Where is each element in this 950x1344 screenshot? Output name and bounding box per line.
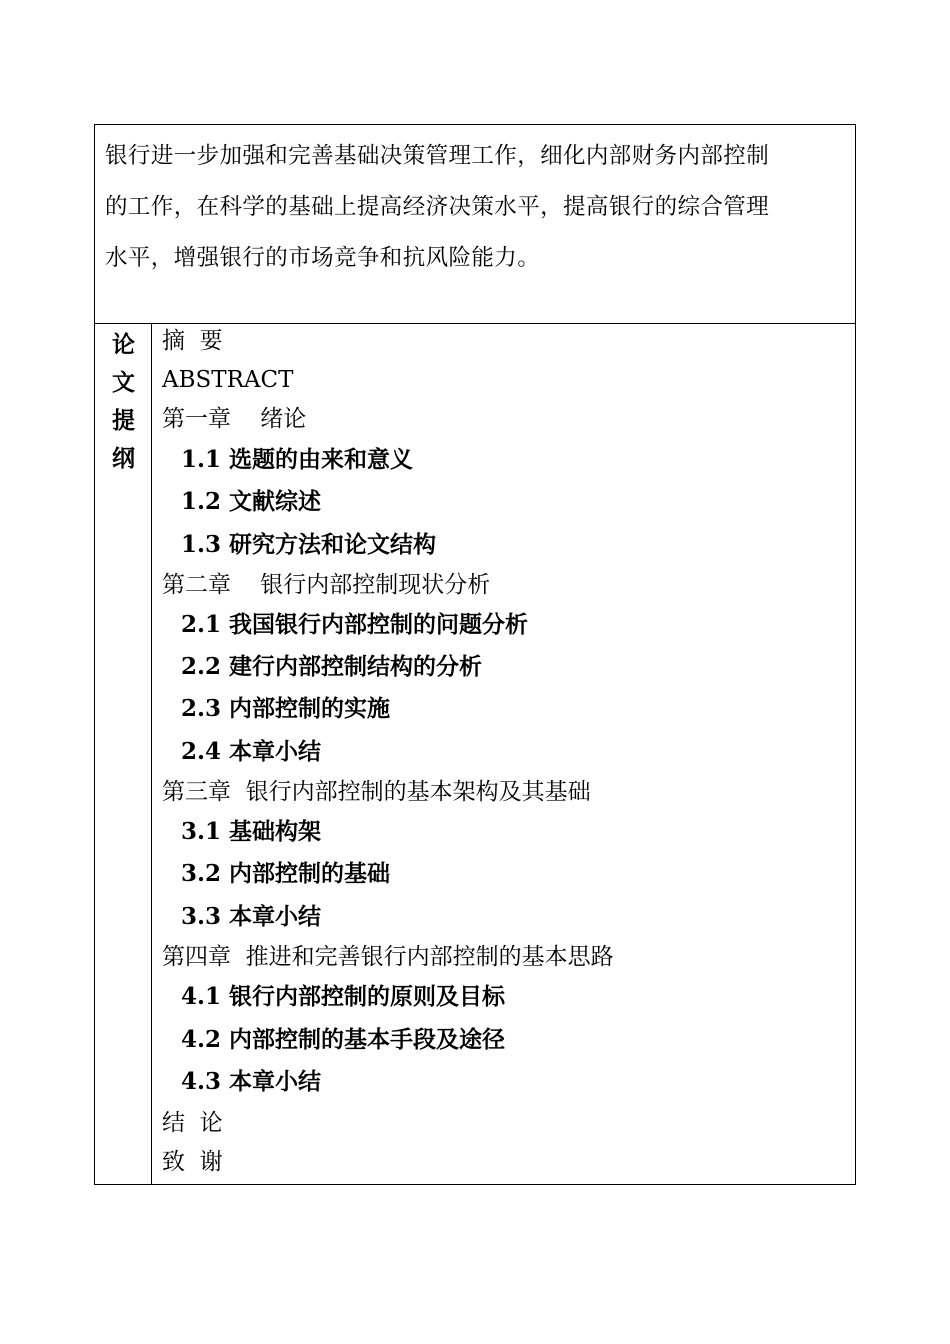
outline-heading: 结 论 — [162, 1110, 223, 1136]
intro-line: 的工作，在科学的基础上提高经济决策水平，提高银行的综合管理 — [105, 194, 770, 220]
outline-section: 4.1 银行内部控制的原则及目标 — [181, 983, 506, 1010]
outline-chapter: 第二章 银行内部控制现状分析 — [162, 572, 491, 598]
outline-section: 3.2 内部控制的基础 — [181, 860, 391, 887]
outline-heading: 摘 要 — [162, 328, 223, 354]
outline-section: 2.3 内部控制的实施 — [181, 695, 391, 722]
outline-section: 2.2 建行内部控制结构的分析 — [181, 653, 483, 680]
outline-section: 2.4 本章小结 — [181, 738, 322, 765]
label-char: 文 — [112, 369, 135, 396]
label-char: 论 — [112, 331, 135, 358]
outline-heading: ABSTRACT — [162, 367, 294, 393]
outline-section: 3.3 本章小结 — [181, 903, 322, 930]
outline-section: 3.1 基础构架 — [181, 818, 322, 845]
intro-cell — [95, 125, 855, 324]
label-char: 纲 — [112, 445, 135, 472]
intro-paragraph — [105, 131, 850, 284]
outline-section: 4.3 本章小结 — [181, 1068, 322, 1095]
intro-line: 水平，增强银行的市场竞争和抗风险能力。 — [105, 245, 541, 271]
intro-line: 银行进一步加强和完善基础决策管理工作，细化内部财务内部控制 — [105, 143, 770, 169]
outline-chapter: 第三章 银行内部控制的基本架构及其基础 — [162, 779, 591, 805]
outline-section: 1.3 研究方法和论文结构 — [181, 531, 437, 558]
outline-chapter: 第一章 绪论 — [162, 406, 307, 432]
outline-section: 2.1 我国银行内部控制的问题分析 — [181, 611, 529, 638]
outline-row — [95, 324, 855, 1184]
outline-section: 1.2 文献综述 — [181, 488, 322, 515]
outline-label-cell — [95, 324, 152, 1184]
outline-heading: 致 谢 — [162, 1149, 223, 1175]
outline-chapter: 第四章 推进和完善银行内部控制的基本思路 — [162, 944, 614, 970]
label-char: 提 — [112, 407, 135, 434]
outline-section: 4.2 内部控制的基本手段及途径 — [181, 1026, 506, 1053]
outline-section: 1.1 选题的由来和意义 — [181, 446, 414, 473]
document-table — [94, 124, 856, 1185]
